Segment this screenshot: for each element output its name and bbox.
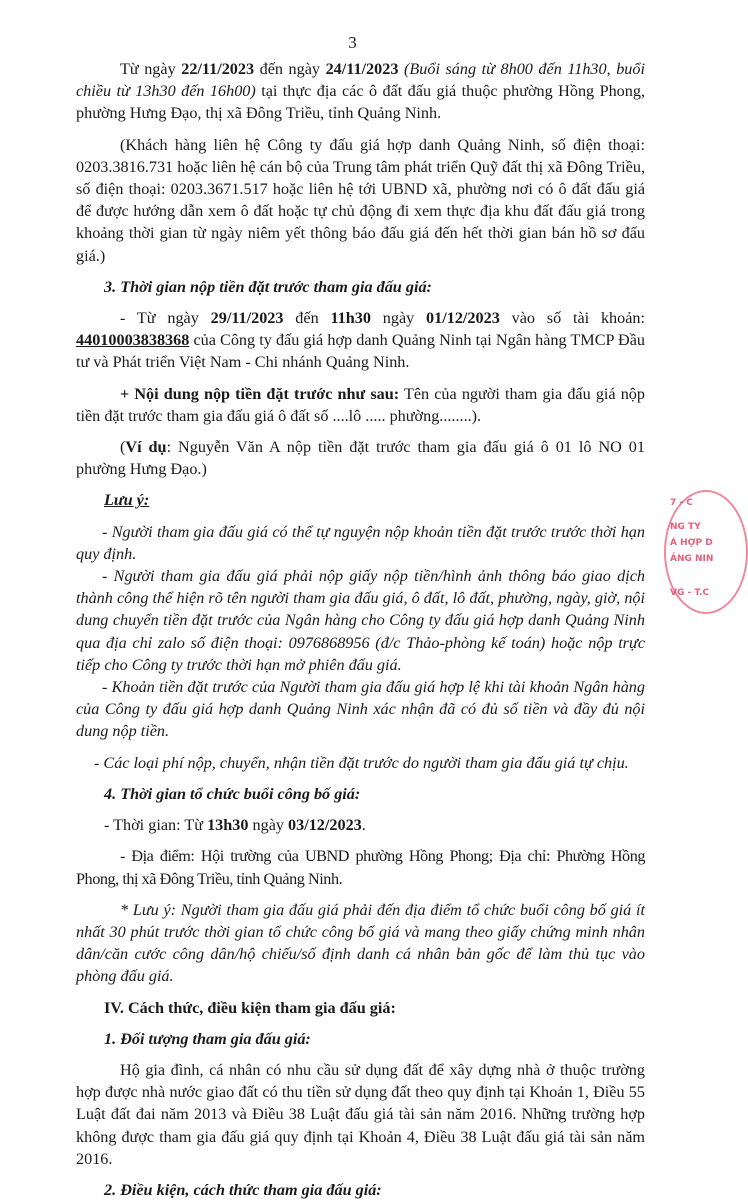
- announcement-note: * Lưu ý: Người tham gia đấu giá phải đến địa điểm tổ chức buổi công bố giá ít nhất 30 phút trước thời gian tổ chức công bố giá và mang theo giấy chứng minh nhân dân/căn cước công dân/hộ chiếu/số định danh cá nhân bản gốc để làm thủ tục vào phòng đấu giá.: [76, 900, 645, 986]
- text: của Công ty đấu giá hợp danh Quảng Ninh tại Ngân hàng TMCP Đầu tư và Phát triển Việt Nam - Chi nhánh Quảng Ninh.: [76, 331, 645, 372]
- announcement-time: [76, 814, 645, 836]
- company-seal-stamp: [664, 490, 748, 614]
- deposit-period-paragraph: [76, 307, 645, 374]
- page-number: 3: [348, 33, 357, 52]
- note-item: - Người tham gia đấu giá có thể tự nguyện nộp khoản tiền đặt trước trước thời hạn quy định.: [76, 522, 645, 563]
- text: đến: [283, 309, 331, 328]
- stamp-text: 7 - C: [670, 498, 693, 508]
- text: - Thời gian: Từ: [104, 816, 208, 835]
- text: ngày: [248, 816, 289, 835]
- deposit-content-paragraph: [76, 383, 645, 427]
- example-paragraph: [76, 436, 645, 480]
- text: Từ ngày: [120, 60, 182, 78]
- text: (: [120, 438, 126, 457]
- text: đến ngày: [254, 60, 326, 78]
- stamp-text: Á HỢP D: [670, 538, 713, 548]
- text: Lưu ý:: [104, 491, 150, 510]
- section-iv-heading: IV. Cách thức, điều kiện tham gia đấu giá:: [104, 998, 396, 1017]
- announcement-hour: 13h30: [207, 816, 249, 835]
- date-from: 22/11/2023: [181, 60, 255, 78]
- text: - Từ ngày: [120, 309, 211, 328]
- note-item: - Các loại phí nộp, chuyển, nhận tiền đặt trước do người tham gia đấu giá tự chịu.: [94, 753, 629, 772]
- stamp-text: NG TY: [670, 522, 701, 532]
- note-heading: [76, 489, 645, 511]
- note-item: - Người tham gia đấu giá phải nộp giấy nộp tiền/hình ảnh thông báo giao dịch thành công thể hiện rõ tên người tham gia đấu giá, ô đất, lô đất, phường, ngày, giờ, nội dung chuyển tiền đặt trước của Ngân hàng cho Công ty đấu giá hợp danh Quảng Ninh qua địa chỉ zalo số điện thoại: 0976868956 (đ/c Thảo-phòng kế toán) hoặc nộp trực tiếp cho Công ty trước thời hạn mở phiên đấu giá.: [76, 567, 645, 674]
- stamp-text: ẢNG NIN: [670, 554, 714, 564]
- section-4-heading: 4. Thời gian tổ chức buổi công bố giá:: [104, 784, 361, 803]
- document-body: [76, 58, 645, 1201]
- deposit-time: 11h30: [330, 309, 371, 328]
- note-item: - Khoản tiền đặt trước của Người tham gia đấu giá hợp lệ khi tài khoản Ngân hàng của Công ty đấu giá hợp danh Quảng Ninh xác nhận đã có đủ số tiền và đầy đủ nội dung nộp tiền.: [76, 678, 645, 741]
- announcement-date: 03/12/2023: [288, 816, 362, 835]
- text: Tên của người tham gia đấu giá nộp tiền đặt trước tham gia đấu giá ô đất số ....lô ..... phường........).: [76, 384, 645, 425]
- example-label: Ví dụ: [125, 438, 167, 457]
- stamp-text: VG - T.C: [670, 588, 710, 598]
- text: vào số tài khoản:: [499, 309, 646, 328]
- deposit-date-to: 01/12/2023: [426, 309, 500, 328]
- announcement-place: - Địa điểm: Hội trường của UBND phường Hồng Phong; Địa chỉ: Phường Hồng Phong, thị xã Đông Triều, tỉnh Quảng Ninh.: [76, 847, 645, 888]
- text: : Nguyễn Văn A nộp tiền đặt trước tham gia đấu giá ô 01 lô NO 01 phường Hưng Đạo.): [76, 438, 645, 479]
- text: .: [361, 816, 366, 835]
- viewing-hours: (Buổi sáng từ 8h00 đến 11h30, buổi chiều từ 13h30 đến 16h00): [76, 60, 645, 101]
- participants-paragraph: Hộ gia đình, cá nhân có nhu cầu sử dụng đất để xây dựng nhà ở thuộc trường hợp được nhà nước giao đất có thu tiền sử dụng đất theo quy định tại Khoản 1, Điều 55 Luật đất đai năm 2013 và Điều 38 Luật đấu giá tài sản năm 2016. Những trường hợp không được tham gia đấu giá quy định tại Khoản 4, Điều 38 Luật đấu giá tài sản năm 2016.: [76, 1060, 645, 1168]
- text: ngày: [370, 309, 427, 328]
- date-to: 24/11/2023: [325, 60, 399, 78]
- text: tại thực địa các ô đất đấu giá thuộc phường Hồng Phong, phường Hưng Đạo, thị xã Đông Triều, tỉnh Quảng Ninh.: [76, 82, 645, 123]
- viewing-period-paragraph: [76, 58, 645, 125]
- subsection-1-heading: 1. Đối tượng tham gia đấu giá:: [104, 1029, 311, 1048]
- account-number: 44010003838368: [76, 331, 190, 350]
- deposit-content-label: + Nội dung nộp tiền đặt trước như sau:: [120, 384, 400, 403]
- subsection-2-heading: 2. Điều kiện, cách thức tham gia đấu giá:: [104, 1180, 382, 1199]
- deposit-date-from: 29/11/2023: [210, 309, 284, 328]
- contact-paragraph: (Khách hàng liên hệ Công ty đấu giá hợp danh Quảng Ninh, số điện thoại: 0203.3816.731 hoặc liên hệ cán bộ của Trung tâm phát triển Quỹ đất thị xã Đông Triều, số điện thoại: 0203.3671.517 hoặc liên hệ tới UBND xã, phường nơi có ô đất đấu giá để được hướng dẫn xem ô đất hoặc tự chủ động đi xem thực địa khu đất đấu giá trong khoảng thời gian từ ngày niêm yết thông báo đấu giá đến hết thời gian bán hồ sơ đấu giá.): [76, 135, 645, 265]
- section-3-heading: 3. Thời gian nộp tiền đặt trước tham gia đấu giá:: [104, 277, 432, 296]
